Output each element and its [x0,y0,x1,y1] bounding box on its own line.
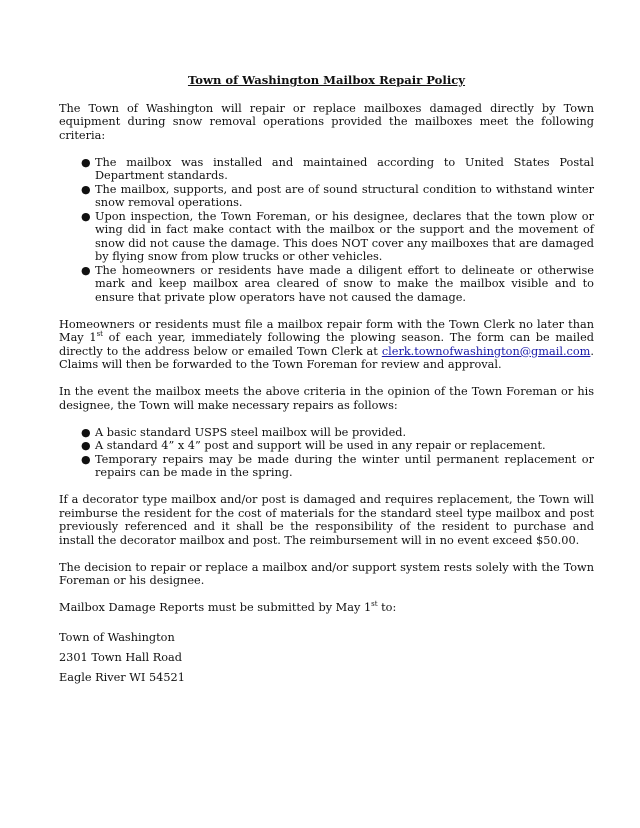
bullet-icon: ● [81,439,91,452]
reports-paragraph [59,601,594,615]
filing-text-1: Homeowners or residents must file a mailbox repair form with the Town Clerk no later than May 1 [59,317,594,344]
reports-text-2: to: [377,601,397,614]
document-title: Town of Washington Mailbox Repair Policy [187,73,466,87]
address-line: 2301 Town Hall Road [59,651,183,664]
filing-paragraph [59,318,594,372]
criteria-text: The mailbox was installed and maintained according to United States Postal Department standards. [95,155,594,182]
decision-paragraph: The decision to repair or replace a mailbox and/or support system rests solely with the Town Foreman or his designee. [59,560,594,587]
criteria-item [59,183,594,210]
repairs-item [59,439,594,453]
mailing-address [59,628,594,688]
repairs-item [59,426,594,440]
clerk-email-link[interactable]: clerk.townofwashington@gmail.com [381,344,591,358]
bullet-icon: ● [81,209,91,223]
address-line: Eagle River WI 54521 [59,671,185,684]
filing-text-3: . Claims will then be forwarded to the Town Foreman for review and approval. [59,344,594,371]
address-line: Town of Washington [59,631,175,644]
criteria-item [59,210,594,264]
criteria-item [59,156,594,183]
filing-text-2: of each year, immediately following the plowing season. The form can be mailed directly to the address below or emailed Town Clerk at [59,331,594,358]
criteria-text: Upon inspection, the Town Foreman, or his designee, declares that the town plow or wing did in fact make contact with the mailbox or the support and the movement of snow did not cause the damage. This does NOT cover any mailboxes that are damaged by flying snow from plow trucks or other vehicles. [95,209,594,263]
document-page [59,74,594,688]
bullet-icon: ● [81,425,91,439]
criteria-list [59,156,594,305]
intro-paragraph: The Town of Washington will repair or replace mailboxes damaged directly by Town equipment during snow removal operations provided the mailboxes meet the following criteria: [59,101,594,142]
repairs-item [59,453,594,480]
decorator-paragraph: If a decorator type mailbox and/or post is damaged and requires replacement, the Town will reimburse the resident for the cost of materials for the standard steel type mailbox and post previously referenced and it shall be the responsibility of the resident to purchase and install the decorator mailbox and post. The reimbursement will in no event exceed $50.00. [59,493,594,547]
criteria-text: The mailbox, supports, and post are of sound structural condition to withstand winter snow removal operations. [95,182,594,209]
repairs-text: A basic standard USPS steel mailbox will be provided. [95,425,407,439]
ordinal-suffix: st [371,600,378,609]
repairs-text: Temporary repairs may be made during the winter until permanent replacement or repairs can be made in the spring. [95,452,594,479]
bullet-icon: ● [81,452,91,466]
criteria-item [59,264,594,305]
bullet-icon: ● [81,182,91,196]
repairs-text: A standard 4” x 4” post and support will be used in any repair or replacement. [95,439,546,452]
bullet-icon: ● [81,155,91,169]
repairs-list [59,426,594,480]
repairs-intro-paragraph: In the event the mailbox meets the above criteria in the opinion of the Town Foreman or his designee, the Town will make necessary repairs as follows: [59,385,594,412]
ordinal-suffix: st [96,330,103,339]
bullet-icon: ● [81,263,91,277]
reports-text-1: Mailbox Damage Reports must be submitted by May 1 [59,601,372,614]
criteria-text: The homeowners or residents have made a diligent effort to delineate or otherwise mark and keep mailbox area cleared of snow to make the mailbox visible and to ensure that private plow operators have not caused the damage. [95,263,594,304]
